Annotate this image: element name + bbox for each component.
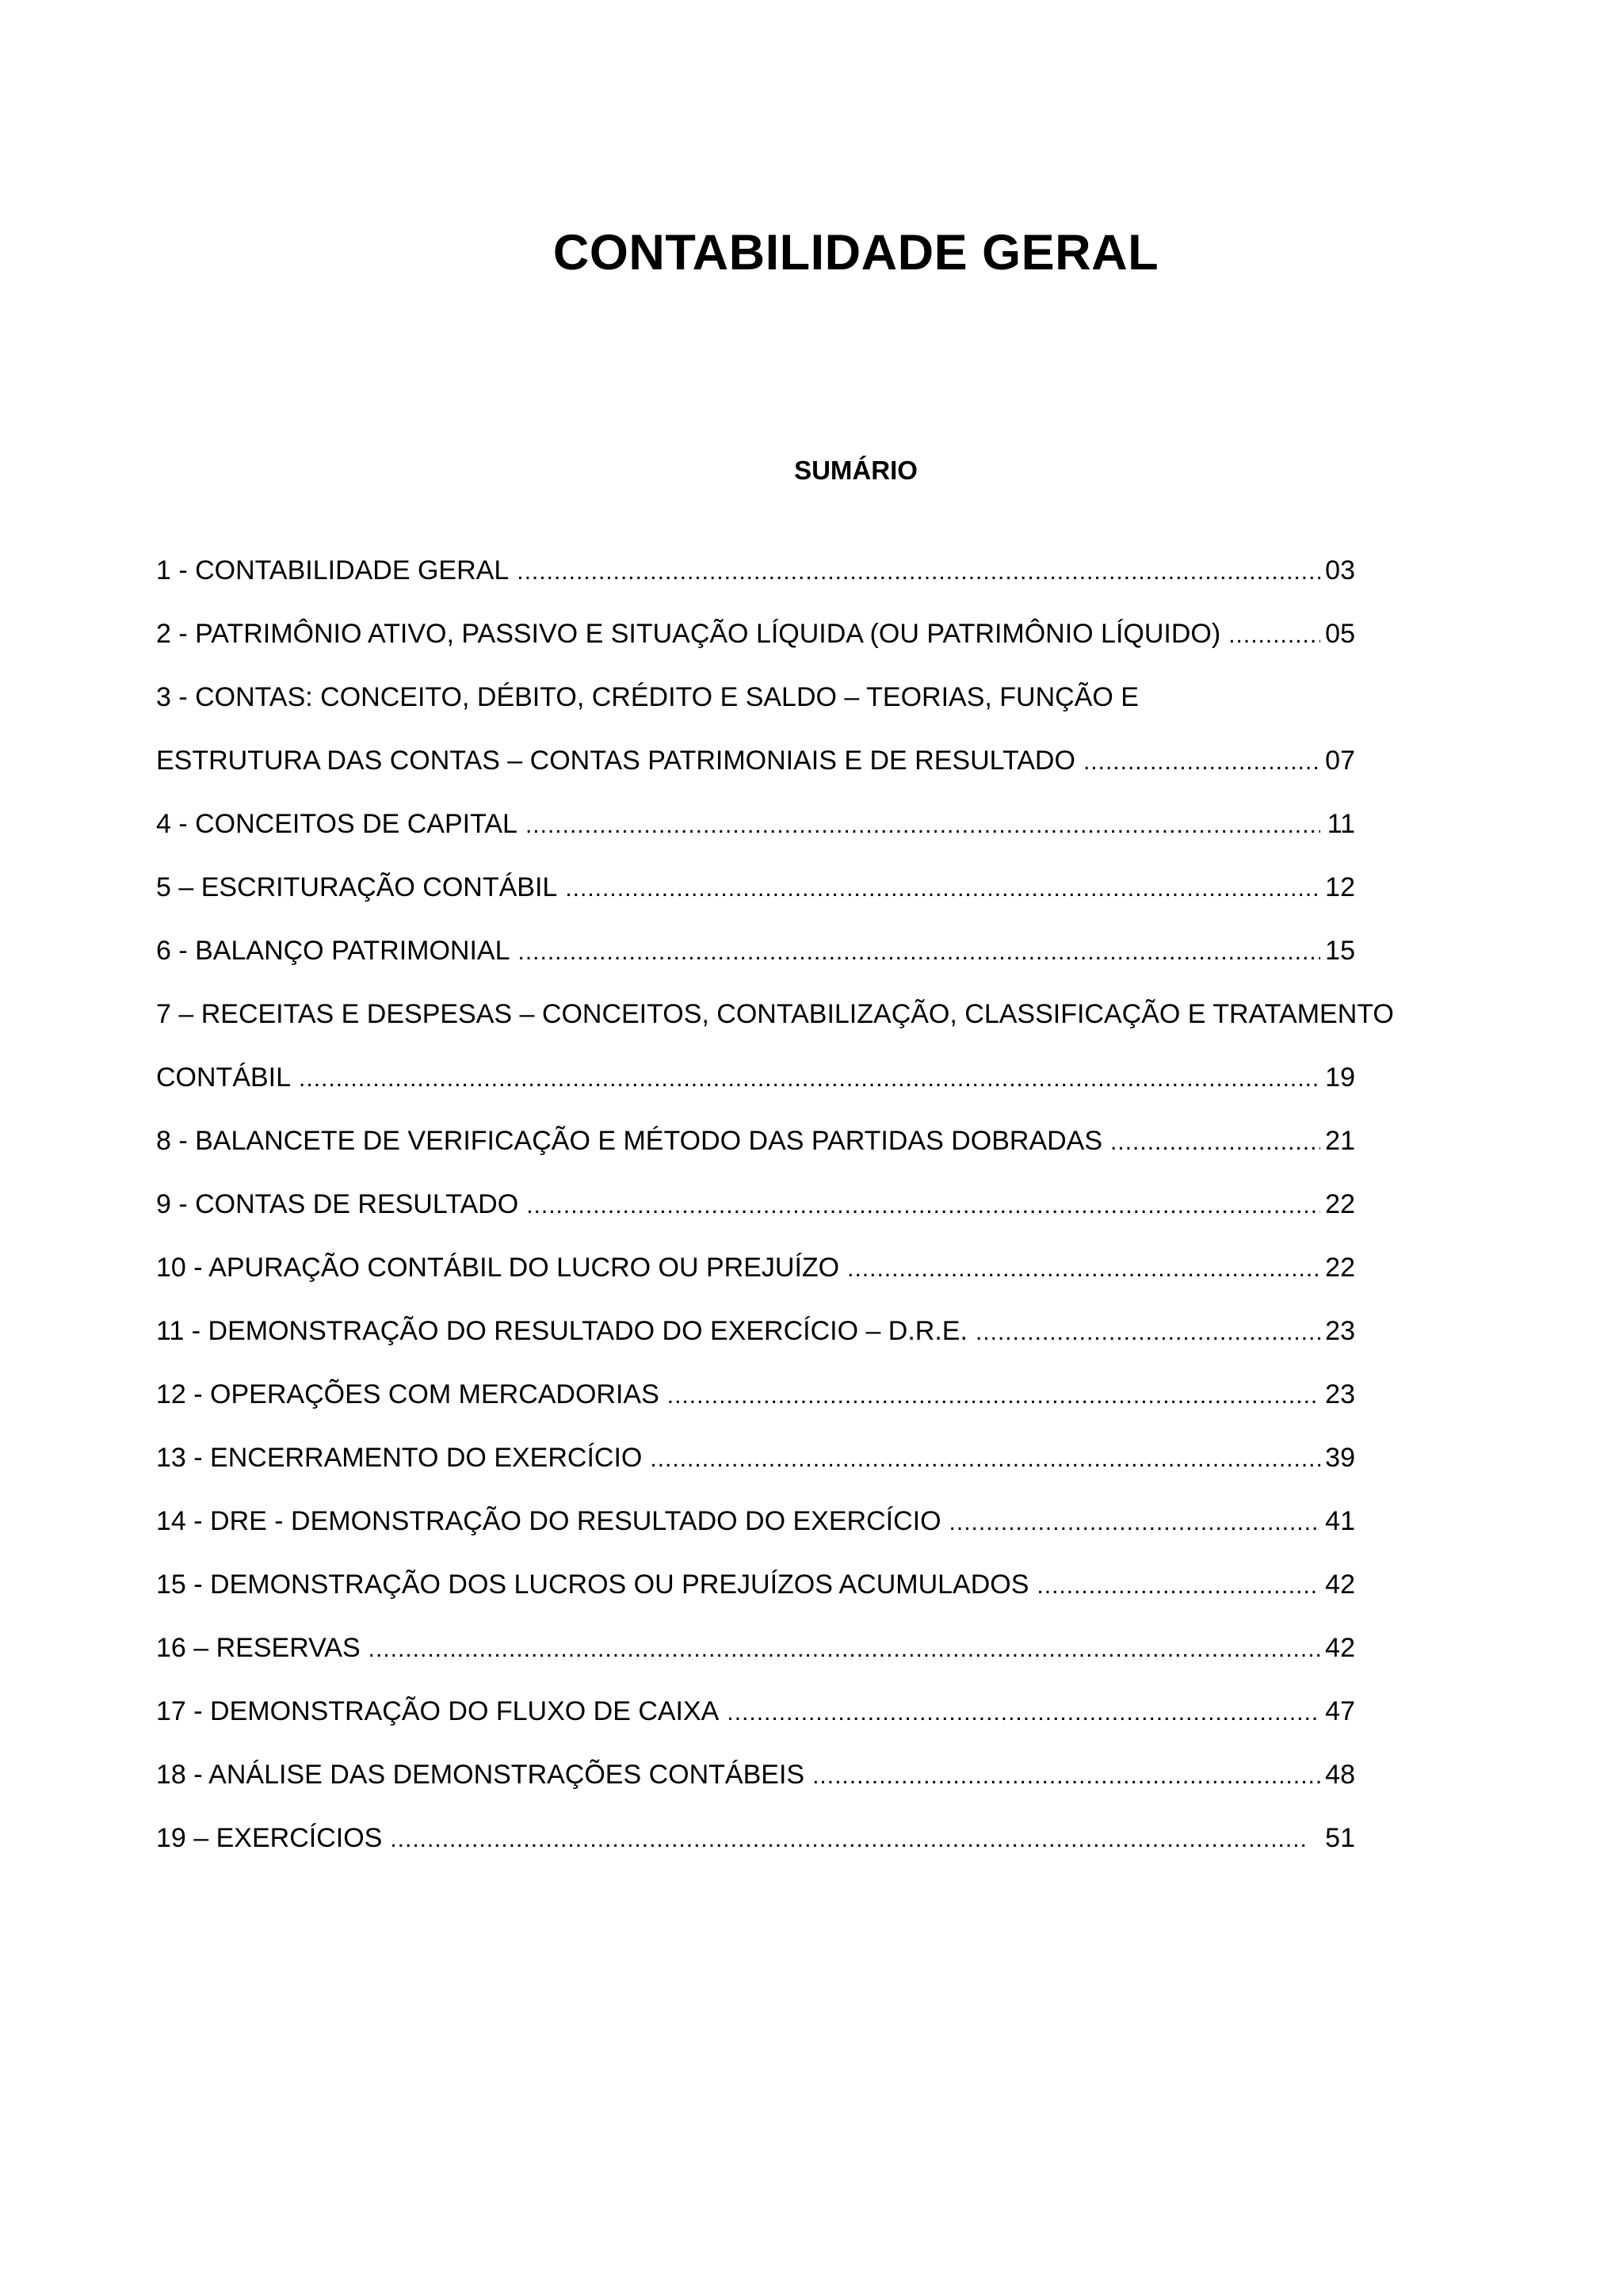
toc-item-label: 10 - APURAÇÃO CONTÁBIL DO LUCRO OU PREJUÍZO bbox=[156, 1253, 840, 1283]
toc-dot-leader bbox=[1083, 738, 1320, 786]
toc-item-label: CONTÁBIL bbox=[156, 1062, 292, 1093]
toc-item-label: 3 - CONTAS: CONCEITO, DÉBITO, CRÉDITO E SALDO – TEORIAS, FUNÇÃO E bbox=[156, 682, 1139, 712]
toc-item bbox=[156, 1117, 1456, 1180]
toc-item-page: 42 bbox=[1325, 1569, 1355, 1600]
toc-item-label: 19 – EXERCÍCIOS bbox=[156, 1823, 383, 1853]
toc-dot-leader bbox=[650, 1436, 1320, 1483]
toc-item-page: 05 bbox=[1325, 619, 1355, 649]
toc-dot-leader bbox=[390, 1816, 1309, 1863]
table-of-contents bbox=[156, 547, 1456, 1878]
document-title: CONTABILIDADE GERAL bbox=[552, 225, 1159, 280]
toc-item-label: 9 - CONTAS DE RESULTADO bbox=[156, 1189, 519, 1219]
toc-item-page: 07 bbox=[1325, 746, 1355, 776]
toc-item-label: 12 - OPERAÇÕES COM MERCADORIAS bbox=[156, 1379, 659, 1409]
toc-item-page: 22 bbox=[1325, 1189, 1355, 1219]
toc-item bbox=[156, 737, 1456, 800]
toc-dot-leader bbox=[299, 1055, 1320, 1103]
toc-item-page: 15 bbox=[1325, 936, 1355, 966]
toc-entry bbox=[156, 1307, 1355, 1356]
toc-dot-leader bbox=[949, 1499, 1320, 1547]
toc-item-label: 1 - CONTABILIDADE GERAL bbox=[156, 555, 510, 585]
toc-item bbox=[156, 610, 1456, 673]
toc-dot-leader bbox=[518, 929, 1321, 976]
toc-item-page: 22 bbox=[1325, 1253, 1355, 1283]
toc-item-label: 15 - DEMONSTRAÇÃO DOS LUCROS OU PREJUÍZOS ACUMULADOS bbox=[156, 1569, 1029, 1600]
toc-entry bbox=[156, 1180, 1355, 1230]
toc-item-label: 13 - ENCERRAMENTO DO EXERCÍCIO bbox=[156, 1443, 643, 1473]
toc-item bbox=[156, 1371, 1456, 1434]
toc-item bbox=[156, 673, 1456, 737]
toc-entry bbox=[156, 1244, 1355, 1293]
toc-item bbox=[156, 1180, 1456, 1244]
toc-entry bbox=[156, 547, 1355, 596]
toc-item-label: 14 - DRE - DEMONSTRAÇÃO DO RESULTADO DO EXERCÍCIO bbox=[156, 1506, 941, 1536]
toc-item bbox=[156, 1751, 1456, 1814]
toc-dot-leader bbox=[517, 548, 1320, 596]
toc-entry bbox=[156, 610, 1355, 659]
toc-entry bbox=[156, 1814, 1355, 1863]
toc-entry bbox=[156, 737, 1355, 786]
summary-heading: SUMÁRIO bbox=[794, 456, 918, 485]
toc-entry bbox=[156, 1624, 1355, 1673]
toc-item-page: 23 bbox=[1325, 1316, 1355, 1346]
toc-item-page: 21 bbox=[1325, 1126, 1355, 1156]
toc-dot-leader bbox=[812, 1753, 1320, 1800]
toc-item-page: 41 bbox=[1325, 1506, 1355, 1536]
toc-item bbox=[156, 547, 1456, 610]
toc-dot-leader bbox=[525, 802, 1320, 849]
toc-item-page: 48 bbox=[1325, 1760, 1355, 1790]
toc-item bbox=[156, 1688, 1456, 1751]
toc-entry bbox=[156, 1434, 1355, 1483]
toc-item bbox=[156, 1624, 1456, 1688]
toc-item bbox=[156, 1244, 1456, 1307]
toc-item-label: 2 - PATRIMÔNIO ATIVO, PASSIVO E SITUAÇÃO LÍQUIDA (OU PATRIMÔNIO LÍQUIDO) bbox=[156, 619, 1221, 649]
toc-entry bbox=[156, 864, 1355, 913]
toc-item-label: 4 - CONCEITOS DE CAPITAL bbox=[156, 809, 517, 839]
toc-entry bbox=[156, 1371, 1355, 1420]
toc-entry bbox=[156, 1497, 1355, 1547]
toc-item bbox=[156, 800, 1456, 864]
toc-item-label: 6 - BALANÇO PATRIMONIAL bbox=[156, 936, 510, 966]
toc-item-label: 5 – ESCRITURAÇÃO CONTÁBIL bbox=[156, 872, 558, 902]
toc-entry bbox=[156, 1751, 1355, 1800]
toc-item bbox=[156, 1561, 1456, 1624]
toc-item-label: 8 - BALANCETE DE VERIFICAÇÃO E MÉTODO DAS PARTIDAS DOBRADAS bbox=[156, 1126, 1103, 1156]
toc-item-label: 11 - DEMONSTRAÇÃO DO RESULTADO DO EXERCÍCIO – D.R.E. bbox=[156, 1316, 968, 1346]
toc-item bbox=[156, 1307, 1456, 1371]
toc-dot-leader bbox=[565, 865, 1320, 913]
toc-item bbox=[156, 927, 1456, 990]
toc-entry bbox=[156, 800, 1355, 849]
toc-item-page: 42 bbox=[1325, 1633, 1355, 1663]
toc-item-page: 47 bbox=[1325, 1696, 1355, 1726]
toc-dot-leader bbox=[976, 1309, 1320, 1356]
toc-dot-leader bbox=[1037, 1562, 1320, 1610]
toc-dot-leader bbox=[526, 1182, 1320, 1230]
toc-entry bbox=[156, 1117, 1355, 1166]
toc-item-page: 03 bbox=[1325, 555, 1355, 585]
toc-dot-leader bbox=[847, 1245, 1320, 1293]
toc-item-page: 11 bbox=[1327, 809, 1355, 839]
toc-item-label: ESTRUTURA DAS CONTAS – CONTAS PATRIMONIAIS E DE RESULTADO bbox=[156, 746, 1075, 776]
toc-item-label: 18 - ANÁLISE DAS DEMONSTRAÇÕES CONTÁBEIS bbox=[156, 1760, 805, 1790]
toc-dot-leader bbox=[727, 1689, 1320, 1737]
toc-entry bbox=[156, 927, 1355, 976]
toc-item bbox=[156, 1054, 1456, 1117]
toc-dot-leader bbox=[1228, 612, 1320, 659]
toc-item-page: 51 bbox=[1325, 1823, 1355, 1853]
toc-entry bbox=[156, 1054, 1355, 1103]
toc-dot-leader bbox=[667, 1372, 1320, 1420]
toc-item-label: 17 - DEMONSTRAÇÃO DO FLUXO DE CAIXA bbox=[156, 1696, 720, 1726]
toc-dot-leader bbox=[369, 1626, 1320, 1673]
toc-item bbox=[156, 864, 1456, 927]
toc-item bbox=[156, 990, 1456, 1054]
toc-entry bbox=[156, 1688, 1355, 1737]
toc-item-label: 7 – RECEITAS E DESPESAS – CONCEITOS, CONTABILIZAÇÃO, CLASSIFICAÇÃO E TRATAMENTO bbox=[156, 999, 1394, 1029]
toc-item bbox=[156, 1497, 1456, 1561]
toc-entry bbox=[156, 1561, 1355, 1610]
toc-dot-leader bbox=[1110, 1119, 1320, 1166]
toc-item bbox=[156, 1814, 1456, 1878]
toc-item-page: 12 bbox=[1325, 872, 1355, 902]
toc-item-page: 23 bbox=[1325, 1379, 1355, 1409]
toc-item-page: 39 bbox=[1325, 1443, 1355, 1473]
toc-item bbox=[156, 1434, 1456, 1497]
toc-item-label: 16 – RESERVAS bbox=[156, 1633, 361, 1663]
toc-item-page: 19 bbox=[1325, 1062, 1355, 1093]
